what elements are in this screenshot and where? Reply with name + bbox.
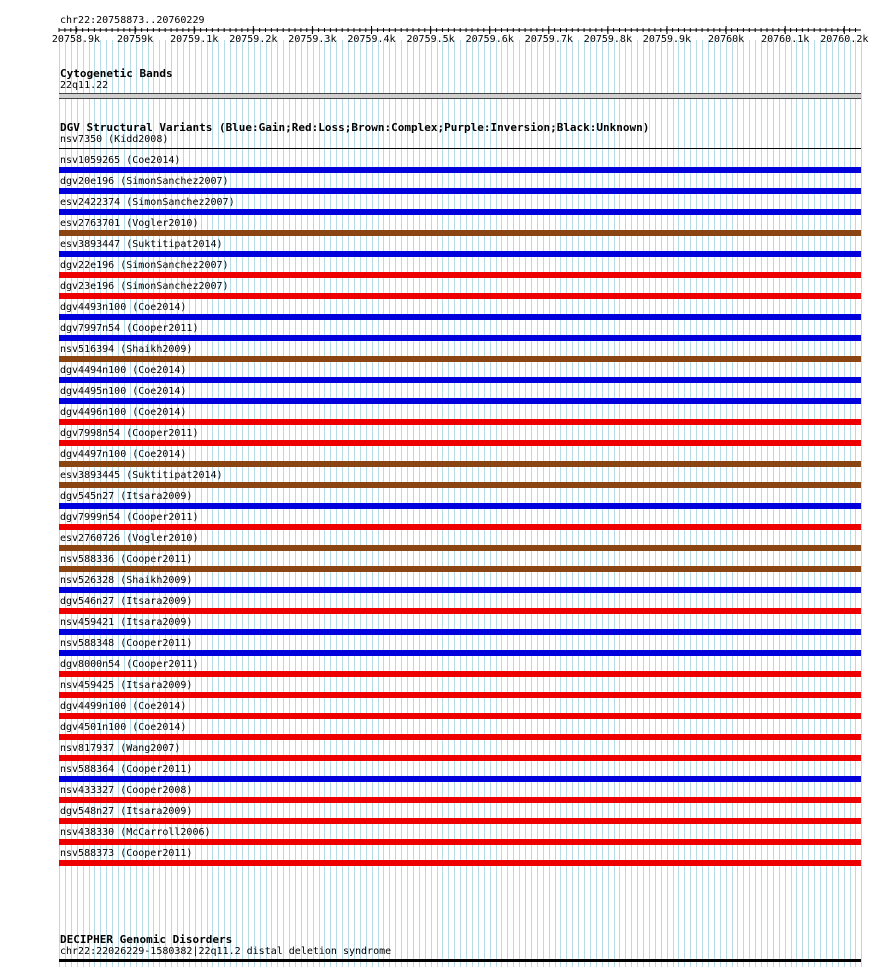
variant-bar-complex[interactable] <box>59 356 861 362</box>
variant-label[interactable]: esv3893445 (Suktitipat2014) <box>60 470 223 481</box>
variant-bar-loss[interactable] <box>59 755 861 761</box>
ruler-tick-label: 20760k <box>708 34 745 45</box>
ruler-tick-label: 20759.4k <box>347 34 396 45</box>
variant-bar-complex[interactable] <box>59 461 861 467</box>
decipher-item[interactable]: chr22:22026229-1580382|22q11.2 distal deletion syndrome <box>60 946 392 957</box>
variant-label[interactable]: nsv1059265 (Coe2014) <box>60 155 181 166</box>
ruler-tick-label: 20759.2k <box>229 34 278 45</box>
ruler-tick-label: 20759.9k <box>642 34 692 45</box>
variant-label[interactable]: nsv526328 (Shaikh2009) <box>60 575 193 586</box>
decipher-bar[interactable] <box>59 959 861 962</box>
variant-bar-gain[interactable] <box>59 503 861 509</box>
variant-label[interactable]: nsv817937 (Wang2007) <box>60 743 181 754</box>
dgv-separator <box>59 148 861 149</box>
variant-label[interactable]: dgv4495n100 (Coe2014) <box>60 386 187 397</box>
cytoband-bar[interactable] <box>59 93 861 99</box>
variant-bar-loss[interactable] <box>59 860 861 866</box>
variant-bar-gain[interactable] <box>59 377 861 383</box>
variant-bar-gain[interactable] <box>59 188 861 194</box>
ruler-tick-label: 20759.7k <box>524 34 573 45</box>
variant-label[interactable]: dgv23e196 (SimonSanchez2007) <box>60 281 229 292</box>
variant-bar-complex[interactable] <box>59 545 861 551</box>
variant-bar-gain[interactable] <box>59 251 861 257</box>
variant-bar-gain[interactable] <box>59 776 861 782</box>
ruler-tick-label: 20760.1k <box>761 34 810 45</box>
ruler-location: chr22:20758873..20760229 <box>60 15 205 26</box>
cytobands-title: Cytogenetic Bands <box>60 67 173 80</box>
variant-label[interactable]: esv2760726 (Vogler2010) <box>60 533 199 544</box>
variant-bar-loss[interactable] <box>59 797 861 803</box>
variant-bar-gain[interactable] <box>59 587 861 593</box>
dgv-title: DGV Structural Variants (Blue:Gain;Red:Loss;Brown:Complex;Purple:Inversion;Black:Unknown) <box>60 121 650 134</box>
variant-label[interactable]: dgv7997n54 (Cooper2011) <box>60 323 199 334</box>
dgv-header-item[interactable]: nsv7350 (Kidd2008) <box>60 134 169 145</box>
variant-label[interactable]: dgv4493n100 (Coe2014) <box>60 302 187 313</box>
variant-label[interactable]: nsv588373 (Cooper2011) <box>60 848 193 859</box>
variant-label[interactable]: dgv8000n54 (Cooper2011) <box>60 659 199 670</box>
decipher-title: DECIPHER Genomic Disorders <box>60 933 233 946</box>
variant-label[interactable]: nsv459425 (Itsara2009) <box>60 680 193 691</box>
variant-bar-gain[interactable] <box>59 209 861 215</box>
variant-label[interactable]: dgv20e196 (SimonSanchez2007) <box>60 176 229 187</box>
variant-label[interactable]: nsv588348 (Cooper2011) <box>60 638 193 649</box>
variant-bar-gain[interactable] <box>59 398 861 404</box>
ruler-tick-label: 20759.5k <box>406 34 455 45</box>
variant-label[interactable]: dgv545n27 (Itsara2009) <box>60 491 193 502</box>
variant-label[interactable]: dgv22e196 (SimonSanchez2007) <box>60 260 229 271</box>
variant-label[interactable]: esv3893447 (Suktitipat2014) <box>60 239 223 250</box>
variant-label[interactable]: dgv546n27 (Itsara2009) <box>60 596 193 607</box>
variant-bar-gain[interactable] <box>59 314 861 320</box>
variant-bar-loss[interactable] <box>59 713 861 719</box>
ruler-tick-label: 20758.9k <box>51 34 101 45</box>
variant-label[interactable]: dgv548n27 (Itsara2009) <box>60 806 193 817</box>
variant-bar-gain[interactable] <box>59 629 861 635</box>
variant-bar-loss[interactable] <box>59 524 861 530</box>
ruler-tick-label: 20759.1k <box>170 34 219 45</box>
variant-bar-gain[interactable] <box>59 167 861 173</box>
variant-label[interactable]: nsv588336 (Cooper2011) <box>60 554 193 565</box>
variant-bar-gain[interactable] <box>59 650 861 656</box>
ruler-tick-label: 20759k <box>117 34 154 45</box>
variant-bar-loss[interactable] <box>59 692 861 698</box>
variant-label[interactable]: nsv516394 (Shaikh2009) <box>60 344 193 355</box>
variant-label[interactable]: dgv7999n54 (Cooper2011) <box>60 512 199 523</box>
variant-bar-complex[interactable] <box>59 566 861 572</box>
variant-label[interactable]: dgv4501n100 (Coe2014) <box>60 722 187 733</box>
cytoband-label: 22q11.22 <box>60 80 109 91</box>
variant-label[interactable]: nsv438330 (McCarroll2006) <box>60 827 211 838</box>
variant-bar-loss[interactable] <box>59 839 861 845</box>
variant-bar-complex[interactable] <box>59 482 861 488</box>
ruler-tick-label: 20759.3k <box>288 34 337 45</box>
variant-bar-complex[interactable] <box>59 230 861 236</box>
variant-bar-loss[interactable] <box>59 419 861 425</box>
variant-bar-loss[interactable] <box>59 734 861 740</box>
variant-label[interactable]: nsv588364 (Cooper2011) <box>60 764 193 775</box>
variant-label[interactable]: dgv4499n100 (Coe2014) <box>60 701 187 712</box>
variant-label[interactable]: nsv459421 (Itsara2009) <box>60 617 193 628</box>
ruler-tick-label: 20759.8k <box>583 34 632 45</box>
variant-bar-loss[interactable] <box>59 671 861 677</box>
ruler-tick-label: 20760.2k <box>820 34 869 45</box>
ruler-tick-label: 20759.6k <box>465 34 514 45</box>
variant-bar-loss[interactable] <box>59 440 861 446</box>
variant-label[interactable]: dgv4497n100 (Coe2014) <box>60 449 187 460</box>
variant-bar-loss[interactable] <box>59 818 861 824</box>
variant-bar-loss[interactable] <box>59 272 861 278</box>
variant-label[interactable]: nsv433327 (Cooper2008) <box>60 785 193 796</box>
variant-label[interactable]: dgv4494n100 (Coe2014) <box>60 365 187 376</box>
variant-bar-loss[interactable] <box>59 608 861 614</box>
variant-label[interactable]: dgv7998n54 (Cooper2011) <box>60 428 199 439</box>
variant-bar-loss[interactable] <box>59 293 861 299</box>
variant-label[interactable]: esv2422374 (SimonSanchez2007) <box>60 197 235 208</box>
variant-label[interactable]: esv2763701 (Vogler2010) <box>60 218 199 229</box>
variant-bar-gain[interactable] <box>59 335 861 341</box>
variant-label[interactable]: dgv4496n100 (Coe2014) <box>60 407 187 418</box>
